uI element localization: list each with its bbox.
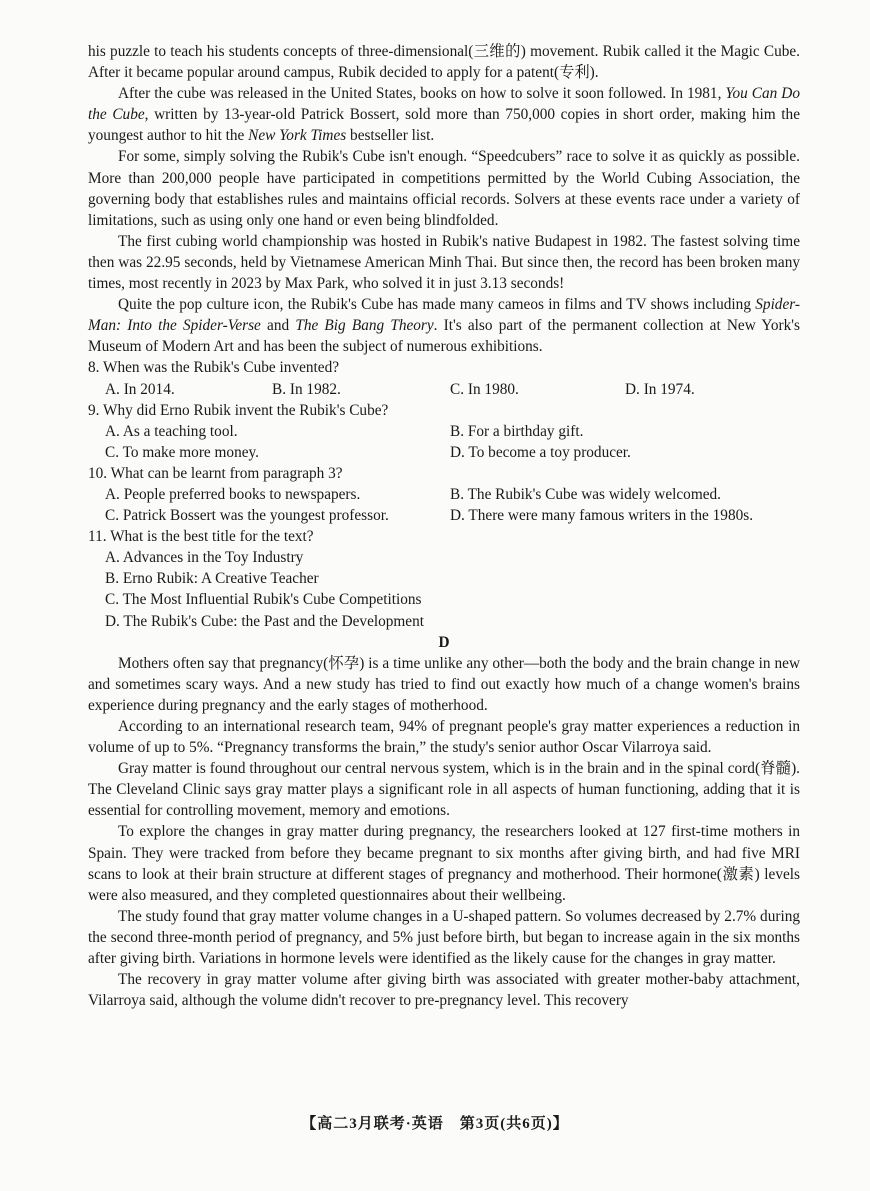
option-b: B. For a birthday gift. — [450, 422, 584, 440]
question-stem: 9. Why did Erno Rubik invent the Rubik's Cube? — [88, 401, 389, 419]
section-label: D — [438, 633, 450, 651]
newspaper-title: New York Times — [248, 127, 347, 145]
show-title: The Big Bang Theory — [295, 317, 434, 335]
paragraph — [88, 83, 800, 146]
paragraph — [88, 231, 800, 294]
page-footer: 【高二3月联考·英语 第3页(共6页)】 — [301, 1116, 569, 1132]
paragraph — [88, 146, 800, 230]
paragraph: To explore the changes in gray matter during pregnancy, the researchers looked at 127 first-time mothers in Spain. They were tracked from before they became pregnant to six months after giving birth, and had five MRI scans to look at their brain structure at different stages of pregnancy and motherhood. Their hormone(激素) levels were also measured, and they completed questionnaires about their wellbeing. — [88, 823, 800, 904]
text: The first cubing world championship was hosted in Rubik's native Budapest in 1982. The fastest solving time then was 22.95 seconds, held by Vietnamese American Minh Thai. But since then, the record has been broken many times, most recently in 2023 by Max Park, who solved it in just 3.13 seconds! — [88, 232, 800, 293]
question-stem: 8. When was the Rubik's Cube invented? — [88, 359, 340, 377]
option-b: B. In 1982. — [272, 380, 341, 398]
text: his puzzle to teach his students concepts of three-dimensional(三维的) movement. Rubik called it the Magic Cube. After it became popular around campus, Rubik decided to apply for a patent(专利). — [88, 43, 800, 82]
exam-page — [88, 41, 800, 1011]
option-c: C. To make more money. — [105, 443, 259, 461]
paragraph: Gray matter is found throughout our central nervous system, which is in the brain and in the spinal cord(脊髓). The Cleveland Clinic says gray matter plays a significant role in all aspects of human functioning, adding that it is essential for controlling movement, memory and emotions. — [88, 760, 800, 820]
option-c: C. Patrick Bossert was the youngest professor. — [105, 507, 389, 525]
paragraph: The recovery in gray matter volume after giving birth was associated with greater mother-baby attachment, Vilarroya said, although the volume didn't recover to pre-pregnancy level. This recovery — [88, 971, 800, 1010]
question-stem: 11. What is the best title for the text? — [88, 528, 314, 546]
option-c: C. The Most Influential Rubik's Cube Competitions — [105, 591, 422, 609]
option-b: B. Erno Rubik: A Creative Teacher — [105, 570, 319, 588]
option-a: A. Advances in the Toy Industry — [105, 549, 304, 567]
text: and — [260, 317, 296, 335]
option-d: D. There were many famous writers in the 1980s. — [450, 507, 754, 525]
option-d: D. In 1974. — [625, 380, 695, 398]
option-a: A. People preferred books to newspapers. — [105, 485, 361, 503]
paragraph — [88, 41, 800, 83]
paragraph: According to an international research team, 94% of pregnant people's gray matter experiences a reduction in volume of up to 5%. “Pregnancy transforms the brain,” the study's senior author Oscar Vilarroya said. — [88, 718, 800, 757]
paragraph: The study found that gray matter volume changes in a U-shaped pattern. So volumes decreased by 2.7% during the second three-month period of pregnancy, and 5% just before birth, but began to increase again in the six months after giving birth. Variations in hormone levels were identified as the likely cause for the changes in gray matter. — [88, 907, 800, 968]
option-d: D. The Rubik's Cube: the Past and the Development — [105, 612, 424, 630]
text: For some, simply solving the Rubik's Cube isn't enough. “Speedcubers” race to solve it as quickly as possible. More than 200,000 people have participated in competitions permitted by the World Cubing Association, the governing body that establishes rules and maintains official records. Solvers at these events race under a variety of limitations, such as using only one hand or even being blindfolded. — [88, 148, 800, 229]
film-title: Spider-Man: Into the Spider-Verse — [88, 296, 800, 335]
question-10 — [88, 463, 800, 526]
question-stem: 10. What can be learnt from paragraph 3? — [88, 464, 343, 482]
text: Quite the pop culture icon, the Rubik's Cube has made many cameos in films and TV shows including — [118, 296, 756, 314]
text: , written by 13-year-old Patrick Bossert, sold more than 750,000 copies in short order, making him the youngest author to hit the — [88, 106, 800, 145]
option-c: C. In 1980. — [450, 380, 519, 398]
option-a: A. In 2014. — [105, 380, 175, 398]
option-b: B. The Rubik's Cube was widely welcomed. — [450, 485, 721, 503]
text: bestseller list. — [346, 127, 435, 145]
question-9 — [88, 400, 800, 463]
book-title: You Can Do the Cube — [88, 85, 800, 124]
option-a: A. As a teaching tool. — [105, 422, 238, 440]
paragraph — [88, 294, 800, 357]
question-8 — [88, 357, 800, 399]
text: After the cube was released in the United States, books on how to solve it soon followed. In 1981, — [118, 85, 726, 103]
text: . It's also part of the permanent collection at New York's Museum of Modern Art and has been the subject of numerous exhibitions. — [88, 317, 800, 356]
paragraph: Mothers often say that pregnancy(怀孕) is a time unlike any other—both the body and the brain change in new and sometimes scary ways. And a new study has tried to find out exactly how much of a change women's brains experience during pregnancy and the early stages of motherhood. — [88, 654, 800, 714]
option-d: D. To become a toy producer. — [450, 443, 631, 461]
question-11 — [88, 526, 800, 631]
